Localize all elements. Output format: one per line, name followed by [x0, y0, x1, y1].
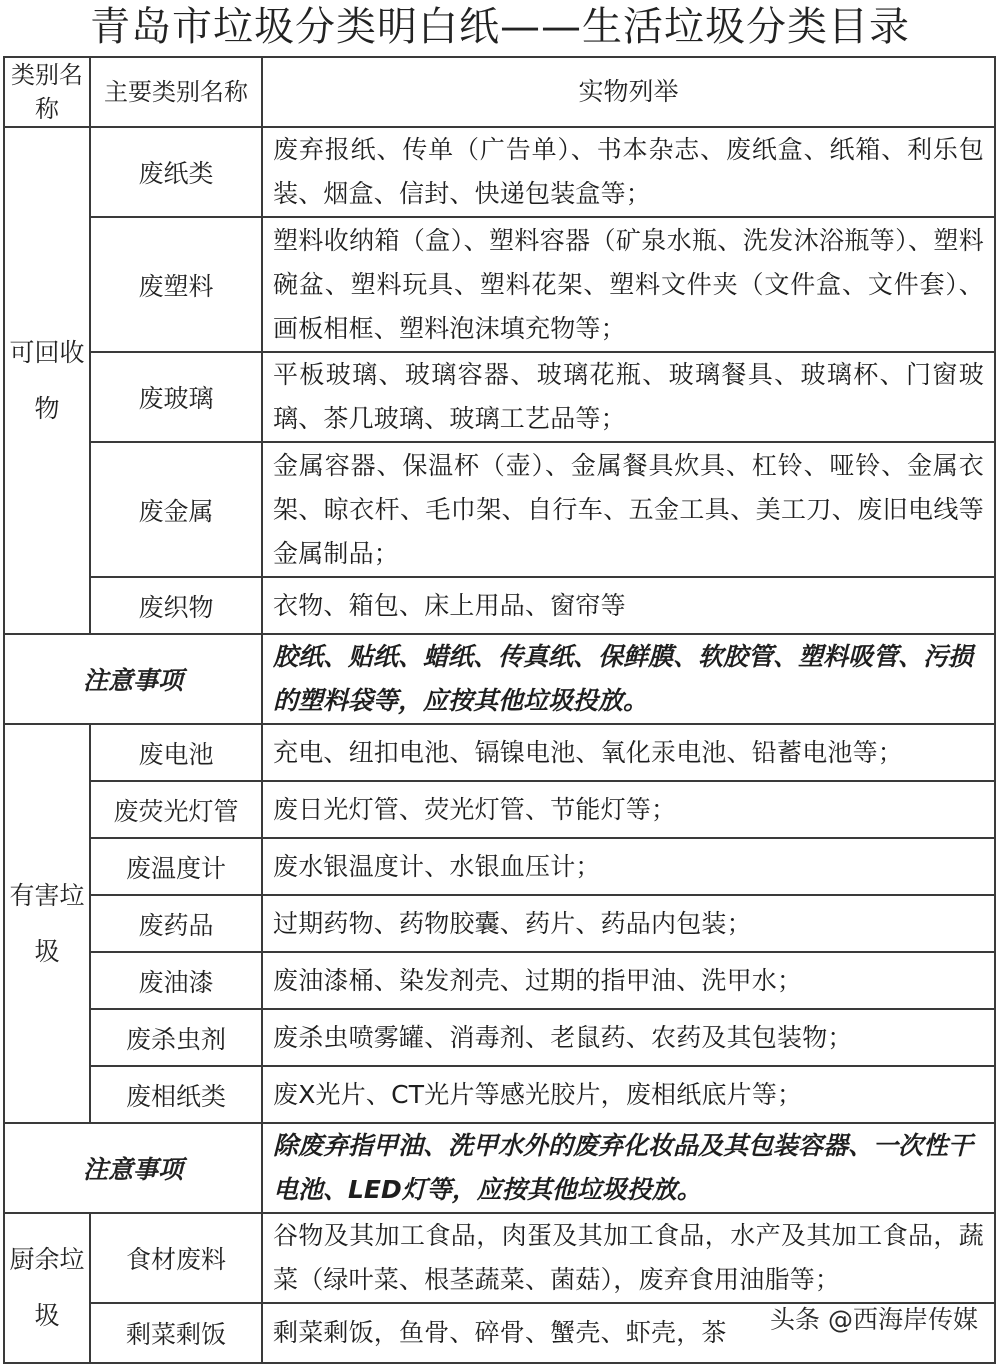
examples-cell: 废X光片、CT光片等感光胶片，废相纸底片等；	[262, 1066, 995, 1123]
examples-cell: 平板玻璃、玻璃容器、玻璃花瓶、玻璃餐具、玻璃杯、门窗玻璃、茶几玻璃、玻璃工艺品等；	[262, 352, 995, 442]
subcategory-cell: 废温度计	[90, 838, 262, 895]
note-label: 注意事项	[4, 1123, 262, 1213]
examples-cell: 剩菜剩饭，鱼骨、碎骨、蟹壳、虾壳，茶	[262, 1303, 995, 1363]
examples-cell: 过期药物、药物胶囊、药片、药品内包装；	[262, 895, 995, 952]
subcategory-cell: 废杀虫剂	[90, 1009, 262, 1066]
classification-table	[3, 56, 996, 1364]
examples-cell: 废弃报纸、传单（广告单）、书本杂志、废纸盒、纸箱、利乐包装、烟盒、信封、快递包装盒等；	[262, 127, 995, 217]
examples-cell: 充电、纽扣电池、镉镍电池、氧化汞电池、铅蓄电池等；	[262, 724, 995, 781]
examples-cell: 金属容器、保温杯（壶）、金属餐具炊具、杠铃、哑铃、金属衣架、晾衣杆、毛巾架、自行车、五金工具、美工刀、废旧电线等金属制品；	[262, 442, 995, 577]
category-recyclable: 可回收物	[4, 127, 90, 634]
subcategory-cell: 废玻璃	[90, 352, 262, 442]
examples-cell: 谷物及其加工食品，肉蛋及其加工食品，水产及其加工食品，蔬菜（绿叶菜、根茎蔬菜、菌菇），废弃食用油脂等；	[262, 1213, 995, 1303]
subcategory-cell: 废纸类	[90, 127, 262, 217]
note-row	[4, 1123, 995, 1213]
table-row	[4, 352, 995, 442]
subcategory-cell: 废油漆	[90, 952, 262, 1009]
table-row	[4, 781, 995, 838]
table-row	[4, 577, 995, 634]
page-title: 青岛市垃圾分类明白纸——生活垃圾分类目录	[90, 4, 910, 50]
subcategory-cell: 废金属	[90, 442, 262, 577]
subcategory-cell: 废塑料	[90, 217, 262, 352]
table-row	[4, 442, 995, 577]
table-row	[4, 724, 995, 781]
header-examples: 实物列举	[262, 57, 995, 127]
category-kitchen: 厨余垃圾	[4, 1213, 90, 1363]
subcategory-cell: 食材废料	[90, 1213, 262, 1303]
examples-cell: 废杀虫喷雾罐、消毒剂、老鼠药、农药及其包装物；	[262, 1009, 995, 1066]
note-row	[4, 634, 995, 724]
table-row	[4, 1009, 995, 1066]
subcategory-cell: 废织物	[90, 577, 262, 634]
examples-cell: 废水银温度计、水银血压计；	[262, 838, 995, 895]
examples-cell: 衣物、箱包、床上用品、窗帘等	[262, 577, 995, 634]
note-label: 注意事项	[4, 634, 262, 724]
subcategory-cell: 剩菜剩饭	[90, 1303, 262, 1363]
subcategory-cell: 废药品	[90, 895, 262, 952]
examples-cell: 塑料收纳箱（盒）、塑料容器（矿泉水瓶、洗发沐浴瓶等）、塑料碗盆、塑料玩具、塑料花架、塑料文件夹（文件盒、文件套）、画板相框、塑料泡沫填充物等；	[262, 217, 995, 352]
header-category: 类别名称	[4, 57, 90, 127]
examples-cell: 废油漆桶、染发剂壳、过期的指甲油、洗甲水；	[262, 952, 995, 1009]
note-text: 胶纸、贴纸、蜡纸、传真纸、保鲜膜、软胶管、塑料吸管、污损的塑料袋等，应按其他垃圾投放。	[262, 634, 995, 724]
header-subcategory: 主要类别名称	[90, 57, 262, 127]
table-row	[4, 127, 995, 217]
category-hazardous: 有害垃圾	[4, 724, 90, 1123]
watermark: 头条 @西海岸传媒	[770, 1305, 978, 1334]
subcategory-cell: 废电池	[90, 724, 262, 781]
note-text: 除废弃指甲油、洗甲水外的废弃化妆品及其包装容器、一次性干电池、LED灯等，应按其他垃圾投放。	[262, 1123, 995, 1213]
table-row	[4, 952, 995, 1009]
table-row	[4, 838, 995, 895]
table-row	[4, 895, 995, 952]
table-header-row	[4, 57, 995, 127]
table-row	[4, 1213, 995, 1303]
subcategory-cell: 废荧光灯管	[90, 781, 262, 838]
subcategory-cell: 废相纸类	[90, 1066, 262, 1123]
examples-cell: 废日光灯管、荧光灯管、节能灯等；	[262, 781, 995, 838]
table-row	[4, 1066, 995, 1123]
table-row	[4, 217, 995, 352]
